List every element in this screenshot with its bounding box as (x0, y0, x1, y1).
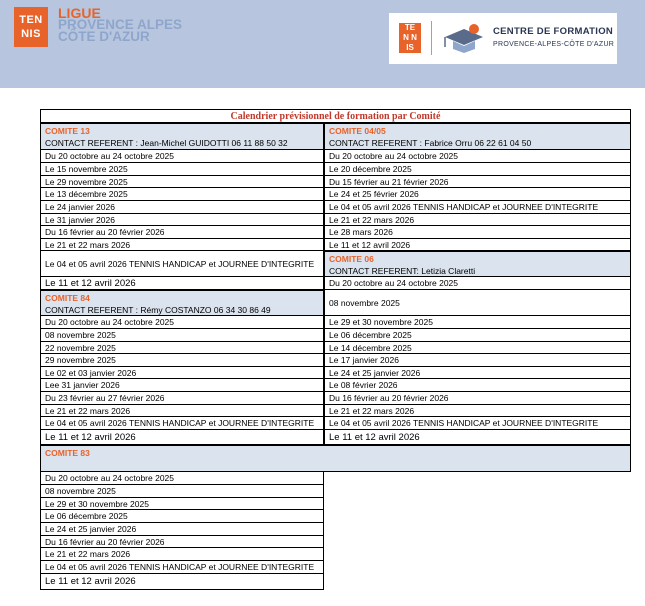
comite-84-date: 22 novembre 2025 (40, 342, 324, 354)
comite-84-date: Le 04 et 05 avril 2026 TENNIS HANDICAP et JOURNEE D'INTEGRITE (40, 417, 324, 430)
comite-name: COMITE 04/05 (329, 126, 386, 136)
comite-name: COMITE 06 (329, 254, 374, 264)
comite-84-date: Le 11 et 12 avril 2026 (40, 430, 324, 445)
comite-83-header (40, 445, 631, 472)
comite-83-date: Du 20 octobre au 24 octobre 2025 (40, 472, 324, 485)
comite-0405-date: Du 15 février au 21 février 2026 (324, 176, 631, 188)
comite-13-date: Le 15 novembre 2025 (40, 163, 324, 176)
contact-referent: CONTACT REFERENT : Rémy COSTANZO 06 34 30 86 49 (45, 305, 271, 315)
comite-84-date: Le 21 et 22 mars 2026 (40, 405, 324, 417)
tennis-logo-text: TEN NIS (19, 14, 43, 40)
comite-06-date: 08 novembre 2025 (324, 290, 631, 316)
comite-13-date: Le 11 et 12 avril 2026 (40, 277, 324, 290)
contact-referent: CONTACT REFERENT: Letizia Claretti (329, 266, 476, 276)
comite-06-date: Le 06 décembre 2025 (324, 329, 631, 342)
comite-83-date: Le 04 et 05 avril 2026 TENNIS HANDICAP et JOURNEE D'INTEGRITE (40, 561, 324, 574)
comite-84-date: Lee 31 janvier 2026 (40, 379, 324, 392)
tennis-logo-small-icon (399, 23, 421, 53)
comite-06-date: Le 29 et 30 novembre 2025 (324, 316, 631, 329)
comite-83-date: Le 24 et 25 janvier 2026 (40, 523, 324, 536)
comite-0405-date: Le 28 mars 2026 (324, 226, 631, 239)
logo-divider (431, 21, 432, 55)
page-title: Calendrier prévisionnel de formation par Comité (40, 109, 631, 123)
centre-region: PROVENCE-ALPES-CÔTE D'AZUR (493, 41, 615, 48)
comite-13-date: Le 21 et 22 mars 2026 (40, 239, 324, 251)
page-header (0, 0, 645, 88)
comite-84-date: Le 02 et 03 janvier 2026 (40, 367, 324, 379)
comite-06-date: Le 17 janvier 2026 (324, 354, 631, 367)
comite-06-header (324, 251, 631, 277)
comite-06-date: Du 16 février au 20 février 2026 (324, 392, 631, 405)
comite-13-date: Le 13 décembre 2025 (40, 188, 324, 201)
comite-13-date: Le 24 janvier 2026 (40, 201, 324, 214)
comite-84-date: Du 23 février au 27 février 2026 (40, 392, 324, 405)
tennis-logo-icon (14, 7, 48, 47)
comite-13-date: Du 16 février au 20 février 2026 (40, 226, 324, 239)
comite-84-header (40, 290, 324, 316)
comite-06-date: Le 08 février 2026 (324, 379, 631, 392)
comite-06-date: Le 21 et 22 mars 2026 (324, 405, 631, 417)
ligue-logo (14, 7, 182, 47)
comite-0405-date: Du 20 octobre au 24 octobre 2025 (324, 150, 631, 163)
contact-referent: CONTACT REFERENT : Fabrice Orru 06 22 61 04 50 (329, 138, 532, 148)
comite-0405-date: Le 11 et 12 avril 2026 (324, 239, 631, 251)
comite-13-header (40, 123, 324, 150)
ligue-region-2: CÔTE D'AZUR (58, 29, 150, 44)
comite-83-date: Le 06 décembre 2025 (40, 510, 324, 523)
comite-13-date: Le 04 et 05 avril 2026 TENNIS HANDICAP et JOURNEE D'INTEGRITE (40, 251, 324, 277)
comite-06-date: Le 14 décembre 2025 (324, 342, 631, 354)
comite-13-date: Le 31 janvier 2026 (40, 214, 324, 226)
comite-06-date: Le 04 et 05 avril 2026 TENNIS HANDICAP et JOURNEE D'INTEGRITE (324, 417, 631, 430)
comite-06-date: Le 11 et 12 avril 2026 (324, 430, 631, 445)
comite-name: COMITE 84 (45, 293, 90, 303)
comite-84-date: Du 20 octobre au 24 octobre 2025 (40, 316, 324, 329)
comite-13-date: Du 20 octobre au 24 octobre 2025 (40, 150, 324, 163)
comite-84-date: 08 novembre 2025 (40, 329, 324, 342)
comite-83-date: Le 11 et 12 avril 2026 (40, 574, 324, 590)
ligue-region-1: PROVENCE ALPES (58, 17, 183, 32)
comite-0405-date: Le 20 décembre 2025 (324, 163, 631, 176)
comite-13-date: Le 29 novembre 2025 (40, 176, 324, 188)
comite-84-date: 29 novembre 2025 (40, 354, 324, 367)
ligue-title: LIGUE (58, 5, 101, 21)
comite-0405-date: Le 21 et 22 mars 2026 (324, 214, 631, 226)
comite-name: COMITE 13 (45, 126, 90, 136)
comite-06-date: Du 20 octobre au 24 octobre 2025 (324, 277, 631, 290)
comite-0405-header (324, 123, 631, 150)
centre-formation-logo (389, 13, 617, 64)
comite-83-date: Le 29 et 30 novembre 2025 (40, 498, 324, 510)
comite-83-date: Du 16 février au 20 février 2026 (40, 536, 324, 548)
comite-0405-date: Le 04 et 05 avril 2026 TENNIS HANDICAP et JOURNEE D'INTEGRITE (324, 201, 631, 214)
centre-title: CENTRE DE FORMATION (493, 26, 614, 37)
comite-06-date: Le 24 et 25 janvier 2026 (324, 367, 631, 379)
graduation-cap-icon (441, 23, 487, 53)
comite-83-date: 08 novembre 2025 (40, 485, 324, 498)
comite-name: COMITE 83 (45, 448, 90, 458)
comite-83-date: Le 21 et 22 mars 2026 (40, 548, 324, 561)
contact-referent: CONTACT REFERENT : Jean-Michel GUIDOTTI 06 11 88 50 32 (45, 138, 288, 148)
tennis-logo-small-text: TEN NIS (403, 23, 417, 52)
comite-0405-date: Le 24 et 25 février 2026 (324, 188, 631, 201)
